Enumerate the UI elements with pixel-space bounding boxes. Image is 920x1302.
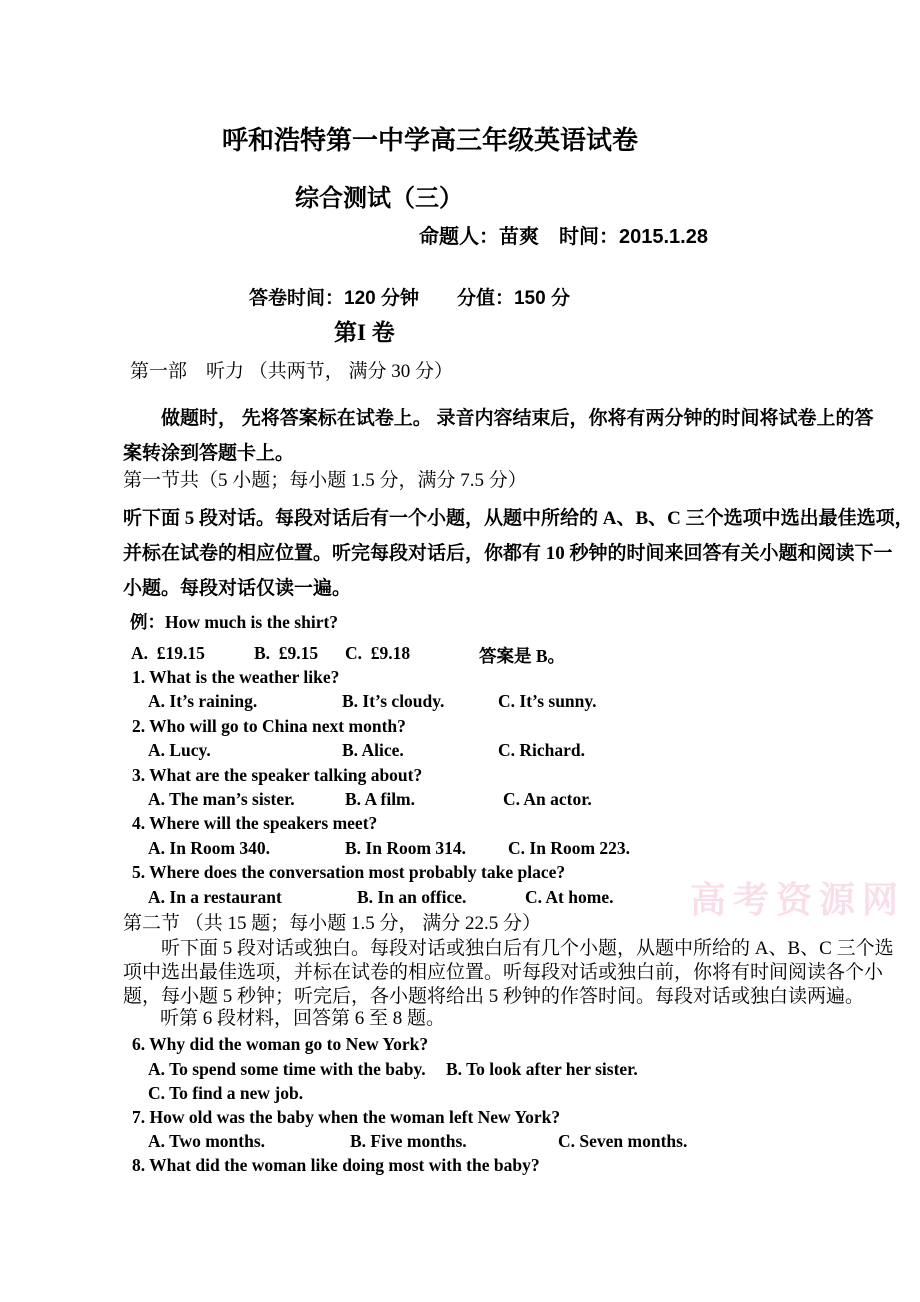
- question-6-options-row-2: [0, 1083, 920, 1107]
- question-5-option-c: C. At home.: [525, 887, 614, 907]
- question-5-option-a: A. In a restaurant: [148, 887, 282, 907]
- section2-material-note: 听第 6 段材料，回答第 6 至 8 题。: [160, 1008, 446, 1029]
- part1-heading: 第一部 听力 （共两节， 满分 30 分）: [130, 361, 454, 382]
- example-option-a: A. £19.15: [131, 643, 205, 663]
- question-8-text: 8. What did the woman like doing most with the baby?: [132, 1155, 540, 1175]
- question-2-option-c: C. Richard.: [498, 740, 586, 760]
- example-answer-note: 答案是 B。: [479, 646, 566, 666]
- question-2-option-b: B. Alice.: [342, 740, 404, 760]
- question-4-option-c: C. In Room 223.: [508, 838, 631, 858]
- question-5-text: 5. Where does the conversation most probably take place?: [132, 862, 566, 882]
- example-option-c: C. £9.18: [345, 643, 411, 663]
- gaokao-ziyuan-watermark: 高考资源网: [690, 879, 906, 920]
- section1-instructions-line-3: 小题。每段对话仅读一遍。: [123, 578, 352, 599]
- question-4-option-b: B. In Room 314.: [345, 838, 467, 858]
- question-1-text: 1. What is the weather like?: [132, 667, 340, 687]
- question-1-options-row: [0, 691, 920, 715]
- question-3-option-a: A. The man’s sister.: [148, 789, 295, 809]
- section2-instructions-line-1: 听下面 5 段对话或独白。每段对话或独白后有几个小题，从题中所给的 A、B、C 三个选: [161, 938, 894, 959]
- example-prompt: 例：How much is the shirt?: [130, 612, 339, 632]
- section1-instructions-line-2: 并标在试卷的相应位置。听完每段对话后，你都有 10 秒钟的时间来回答有关小题和阅读下一: [123, 543, 893, 564]
- school-title: 呼和浩特第一中学高三年级英语试卷: [222, 125, 639, 155]
- example-option-b: B. £9.15: [254, 643, 319, 663]
- question-6-option-b: B. To look after her sister.: [446, 1059, 638, 1079]
- question-7-options-row: [0, 1131, 920, 1155]
- question-5-option-b: B. In an office.: [357, 887, 467, 907]
- question-3-text: 3. What are the speaker talking about?: [132, 765, 423, 785]
- question-4-options-row: [0, 838, 920, 862]
- question-5-options-row: [0, 887, 920, 911]
- question-7-option-c: C. Seven months.: [558, 1131, 688, 1151]
- question-6-options-row-1: [0, 1059, 920, 1083]
- question-3-option-c: C. An actor.: [503, 789, 592, 809]
- question-6-text: 6. Why did the woman go to New York?: [132, 1034, 429, 1054]
- part1-instructions-line-1: 做题时， 先将答案标在试卷上。 录音内容结束后，你将有两分钟的时间将试卷上的答: [161, 408, 874, 429]
- question-1-option-a: A. It’s raining.: [148, 691, 258, 711]
- example-options-row: [0, 643, 920, 667]
- question-2-options-row: [0, 740, 920, 764]
- section2-instructions-line-2: 项中选出最佳选项，并标在试卷的相应位置。听每段对话或独白前，你将有时间阅读各个小: [123, 962, 884, 983]
- question-7-option-a: A. Two months.: [148, 1131, 266, 1151]
- question-1-option-b: B. It’s cloudy.: [342, 691, 445, 711]
- question-7-text: 7. How old was the baby when the woman left New York?: [132, 1107, 561, 1127]
- question-6-option-a: A. To spend some time with the baby.: [148, 1059, 426, 1079]
- section1-heading: 第一节共（5 小题；每小题 1.5 分，满分 7.5 分）: [123, 470, 527, 491]
- section2-instructions-line-3: 题，每小题 5 秒钟；听完后，各小题将给出 5 秒钟的作答时间。每段对话或独白读两遍。: [123, 986, 865, 1007]
- section1-instructions-line-1: 听下面 5 段对话。每段对话后有一个小题，从题中所给的 A、B、C 三个选项中选出最佳选项，: [123, 508, 914, 529]
- part1-instructions-line-2: 案转涂到答题卡上。: [123, 443, 295, 464]
- duration-line: 答卷时间：120 分钟 分值：150 分: [249, 288, 570, 309]
- question-1-option-c: C. It’s sunny.: [498, 691, 597, 711]
- question-2-text: 2. Who will go to China next month?: [132, 716, 406, 736]
- test-subtitle: 综合测试（三）: [295, 185, 463, 212]
- question-7-option-b: B. Five months.: [350, 1131, 467, 1151]
- question-2-option-a: A. Lucy.: [148, 740, 211, 760]
- question-4-option-a: A. In Room 340.: [148, 838, 271, 858]
- question-4-text: 4. Where will the speakers meet?: [132, 813, 378, 833]
- question-6-option-c: C. To find a new job.: [148, 1083, 304, 1103]
- examiner-line: 命题人：苗爽 时间：2015.1.28: [419, 226, 708, 248]
- question-3-options-row: [0, 789, 920, 813]
- section2-heading: 第二节 （共 15 题；每小题 1.5 分， 满分 22.5 分）: [123, 913, 542, 934]
- question-3-option-b: B. A film.: [345, 789, 416, 809]
- volume-heading: 第I 卷: [334, 320, 395, 345]
